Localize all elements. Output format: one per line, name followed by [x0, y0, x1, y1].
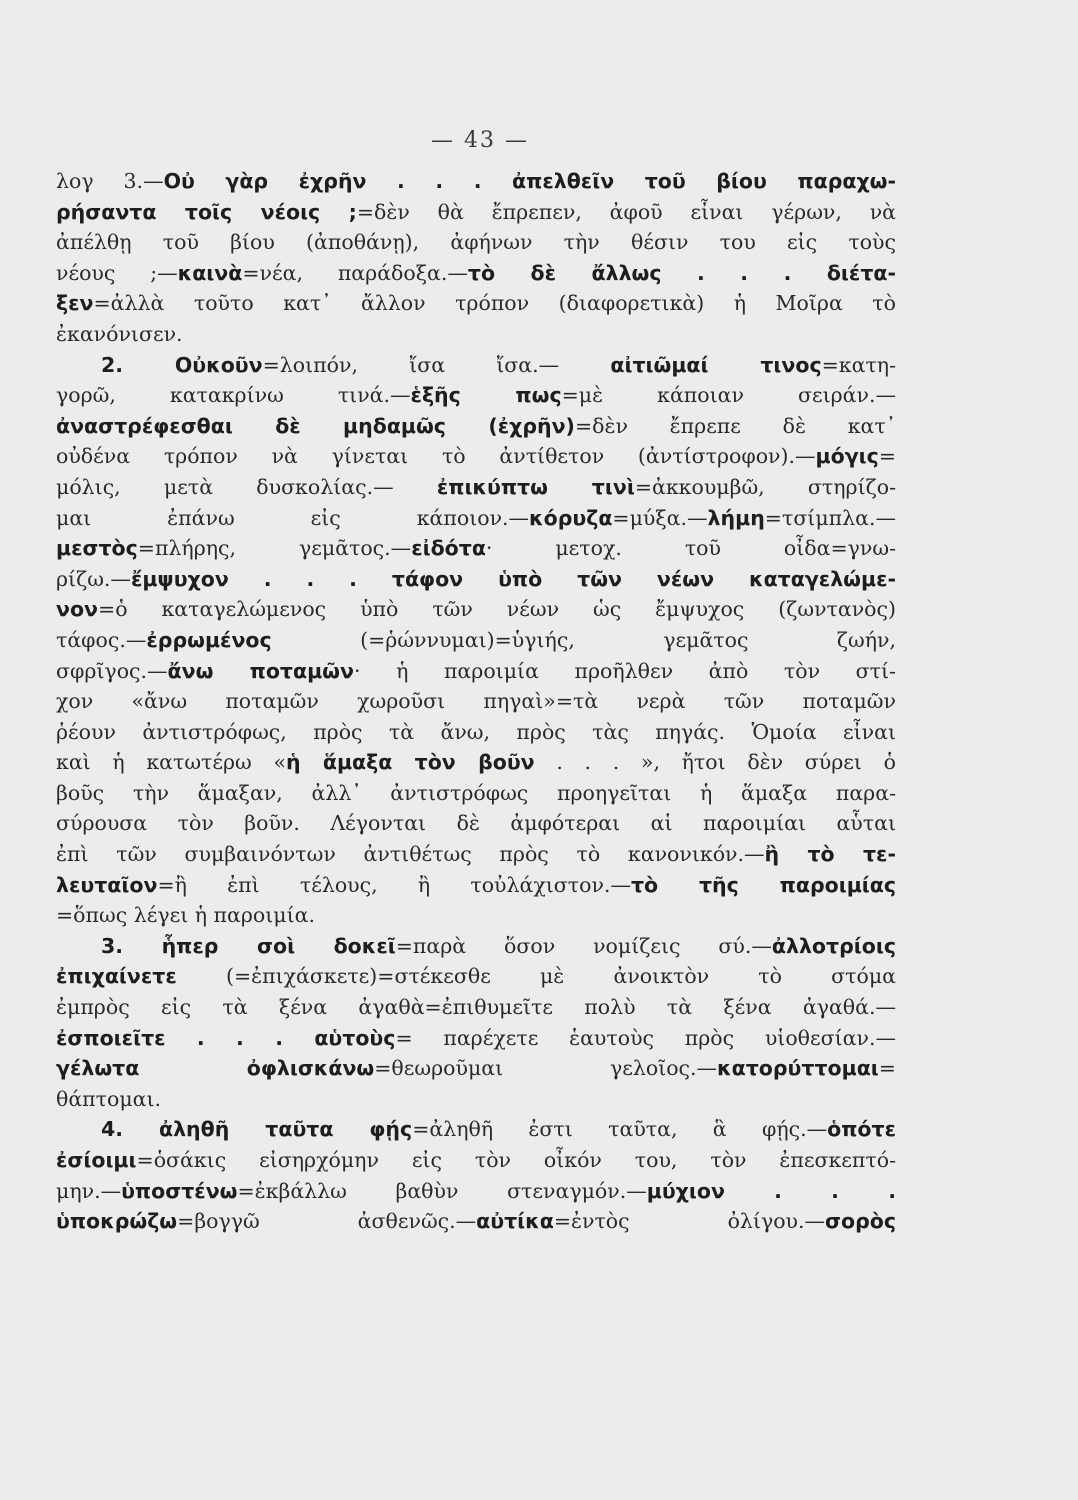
- gloss-text: · ἡ παροιμία προῆλθεν ἀπὸ τὸν στί-: [353, 658, 896, 683]
- headword: σορὸς: [825, 1209, 896, 1234]
- text-line: [56, 227, 896, 258]
- headword: μεστὸς: [56, 536, 138, 561]
- text-line: [56, 1053, 896, 1084]
- gloss-text: =θεωροῦμαι γελοῖος.—: [374, 1056, 718, 1081]
- gloss-text: =κατη-: [821, 352, 896, 377]
- headword: 3. ἧπερ σοὶ δοκεῖ: [101, 933, 396, 958]
- text-line: [56, 411, 896, 442]
- headword: εἰδότα: [411, 536, 486, 561]
- gloss-text: (=ῥώννυμαι)=ὑγιής, γεμᾶτος ζωήν,: [271, 627, 896, 652]
- gloss-text: =ἀλλὰ τοῦτο κατ᾽ ἄλλον τρόπον (διαφορετικὰ) ἡ Μοῖρα τὸ: [93, 291, 896, 316]
- text-line: [56, 288, 896, 319]
- gloss-text: =ἀληθῆ ἐστι ταῦτα, ἃ φῄς.—: [412, 1117, 828, 1142]
- text-line: [56, 870, 896, 901]
- headword: γέλωτα ὀφλισκάνω: [56, 1056, 375, 1081]
- text-line: [56, 686, 896, 717]
- headword: ἐπιχαίνετε: [56, 964, 177, 989]
- text-line: [56, 717, 896, 748]
- gloss-text: . . . », ἤτοι δὲν σύρει ὁ: [534, 750, 896, 775]
- text-line: [56, 258, 896, 289]
- gloss-text: χον «ἄνω ποταμῶν χωροῦσι πηγαὶ»=τὰ νερὰ τῶν ποταμῶν: [56, 689, 896, 714]
- headword: τὸ τῆς παροιμίας: [630, 872, 896, 897]
- text-line: [56, 533, 896, 564]
- text-line: [56, 808, 896, 839]
- gloss-text: ἐκανόνισεν.: [56, 321, 183, 346]
- gloss-text: μόλις, μετὰ δυσκολίας.—: [56, 474, 437, 499]
- gloss-text: =ἀκκουμβῶ, στηρίζο-: [634, 474, 896, 499]
- gloss-text: καὶ ἡ κατωτέρω «: [56, 750, 286, 775]
- headword: μύχιον . . .: [646, 1178, 896, 1203]
- gloss-text: =δὲν ἔπρεπε δὲ κατ᾽: [574, 413, 896, 438]
- gloss-text: =: [878, 1056, 896, 1081]
- text-line: [56, 1114, 896, 1145]
- text-line: [56, 319, 896, 350]
- headword: ἀλλοτρίοις: [771, 933, 896, 958]
- gloss-text: σφρῖγος.—: [56, 658, 168, 683]
- gloss-text: =ὁ καταγελώμενος ὑπὸ τῶν νέων ὡς ἔμψυχος (ζωντανὸς): [98, 597, 896, 622]
- headword: νον: [56, 597, 99, 622]
- gloss-text: =μύξα.—: [612, 505, 708, 530]
- headword: Οὐ γὰρ ἐχρῆν . . . ἀπελθεῖν τοῦ βίου παραχω-: [163, 169, 896, 193]
- text-line: [56, 1176, 896, 1207]
- gloss-text: =ἐκβάλλω βαθὺν στεναγμόν.—: [237, 1178, 647, 1203]
- gloss-text: λογ 3.—: [56, 169, 164, 193]
- gloss-text: βοῦς τὴν ἅμαξαν, ἀλλ᾽ ἀντιστρόφως προηγεῖται ἡ ἅμαξα παρα-: [56, 780, 896, 805]
- headword: ἢ τὸ τε-: [764, 842, 896, 867]
- text-line: [56, 472, 896, 503]
- gloss-text: =δὲν θὰ ἔπρεπεν, ἀφοῦ εἶναι γέρων, νὰ: [356, 199, 896, 224]
- gloss-text: =ἢ ἐπὶ τέλους, ἢ τοὐλάχιστον.—: [157, 872, 631, 897]
- headword: ρήσαντα τοῖς νέοις ;: [56, 199, 357, 224]
- headword: αἰτιῶμαί τινος: [610, 352, 822, 377]
- gloss-text: γορῶ, κατακρίνω τινά.—: [56, 383, 411, 408]
- text-line: [56, 380, 896, 411]
- text-line: [56, 197, 896, 228]
- gloss-text: ἐμπρὸς εἰς τὰ ξένα ἀγαθὰ=ἐπιθυμεῖτε πολὺ τὰ ξένα ἀγαθά.—: [56, 995, 896, 1020]
- gloss-text: τάφος.—: [56, 627, 147, 652]
- text-line: [56, 900, 896, 931]
- text-line: [56, 166, 896, 197]
- headword: λευταῖον: [56, 872, 158, 897]
- gloss-text: ἀπέλθῃ τοῦ βίου (ἀποθάνῃ), ἀφήνων τὴν θέσιν του εἰς τοὺς: [56, 230, 896, 255]
- gloss-text: (=ἐπιχάσκετε)=στέκεσθε μὲ ἀνοικτὸν τὸ στόμα: [176, 964, 896, 989]
- text-line: [56, 594, 896, 625]
- page-number: — 43 —: [431, 128, 529, 153]
- text-line: [56, 747, 896, 778]
- text-line: [56, 441, 896, 472]
- gloss-text: =μὲ κάποιαν σειράν.—: [561, 383, 896, 408]
- headword: ἀναστρέφεσθαι δὲ μηδαμῶς (ἐχρῆν): [56, 413, 575, 438]
- gloss-text: =: [878, 444, 896, 469]
- headword: ἐσίοιμι: [56, 1148, 137, 1172]
- gloss-text: =τσίμπλα.—: [764, 505, 896, 530]
- text-line: [56, 1206, 896, 1237]
- text-line: [56, 656, 896, 687]
- gloss-text: =παρὰ ὅσον νομίζεις σύ.—: [395, 933, 772, 958]
- headword: ὑποκρώζω: [56, 1209, 178, 1234]
- text-line: [56, 503, 896, 534]
- gloss-text: =λοιπόν, ἴσα ἴσα.—: [262, 352, 611, 377]
- gloss-text: ῥέουν ἀντιστρόφως, πρὸς τὰ ἄνω, πρὸς τὰς πηγάς. Ὁμοία εἶναι: [56, 719, 896, 744]
- headword: ἔμψυχον . . . τάφον ὑπὸ τῶν νέων καταγελώμε-: [130, 566, 896, 591]
- headword: ὑποστένω: [121, 1178, 238, 1203]
- headword: ὁπότε: [827, 1117, 896, 1142]
- text-line: [56, 1145, 896, 1176]
- headword: 2. Οὐκοῦν: [101, 352, 263, 377]
- headword: ἄνω ποταμῶν: [167, 658, 354, 683]
- headword: καινὰ: [177, 260, 243, 285]
- gloss-text: =ὁσάκις εἰσηρχόμην εἰς τὸν οἶκόν του, τὸν ἐπεσκεπτό-: [136, 1148, 896, 1172]
- headword: κόρυζα: [529, 505, 613, 530]
- gloss-text: μην.—: [56, 1178, 122, 1203]
- headword: κατορύττομαι: [717, 1056, 879, 1081]
- headword: ξεν: [56, 291, 94, 316]
- gloss-text: σύρουσα τὸν βοῦν. Λέγονται δὲ ἀμφότεραι αἱ παροιμίαι αὗται: [56, 811, 896, 836]
- text-line: [56, 625, 896, 656]
- text-line: [56, 564, 896, 595]
- gloss-text: =ὅπως λέγει ἡ παροιμία.: [56, 903, 316, 928]
- text-line: [56, 1023, 896, 1054]
- gloss-text: θάπτομαι.: [56, 1086, 162, 1111]
- gloss-text: =βογγῶ ἀσθενῶς.—: [177, 1209, 477, 1234]
- gloss-text: ρίζω.—: [56, 566, 131, 591]
- gloss-text: =νέα, παράδοξα.—: [242, 260, 468, 285]
- text-line: [56, 931, 896, 962]
- headword: ἐσποιεῖτε . . . αὑτοὺς: [56, 1025, 396, 1050]
- headword: μόγις: [815, 444, 879, 469]
- text-line: [56, 1084, 896, 1115]
- gloss-text: ἐπὶ τῶν συμβαινόντων ἀντιθέτως πρὸς τὸ κανονικόν.—: [56, 842, 765, 867]
- headword: ἐπικύπτω τινὶ: [436, 474, 635, 499]
- headword: τὸ δὲ ἄλλως . . . διέτα-: [467, 260, 896, 285]
- headword: ἑξῆς πως: [410, 383, 562, 408]
- text-line: [56, 778, 896, 809]
- text-line: [56, 992, 896, 1023]
- headword: αὐτίκα: [476, 1209, 554, 1234]
- headword: λήμη: [707, 505, 765, 530]
- text-line: [56, 839, 896, 870]
- gloss-text: · μετοχ. τοῦ οἶδα=γνω-: [485, 536, 896, 561]
- glossary-text: [56, 166, 896, 1237]
- text-line: [56, 350, 896, 381]
- gloss-text: νέους ;—: [56, 260, 178, 285]
- gloss-text: =πλήρης, γεμᾶτος.—: [137, 536, 412, 561]
- gloss-text: οὐδένα τρόπον νὰ γίνεται τὸ ἀντίθετον (ἀντίστροφον).—: [56, 444, 816, 469]
- gloss-text: =ἐντὸς ὀλίγου.—: [553, 1209, 826, 1234]
- gloss-text: = παρέχετε ἑαυτοὺς πρὸς υἱοθεσίαν.—: [395, 1025, 896, 1050]
- headword: ἡ ἅμαξα τὸν βοῦν: [286, 750, 535, 775]
- headword: ἐρρωμένος: [146, 627, 272, 652]
- gloss-text: μαι ἐπάνω εἰς κάποιον.—: [56, 505, 530, 530]
- text-line: [56, 961, 896, 992]
- headword: 4. ἀληθῆ ταῦτα φῄς: [101, 1117, 413, 1142]
